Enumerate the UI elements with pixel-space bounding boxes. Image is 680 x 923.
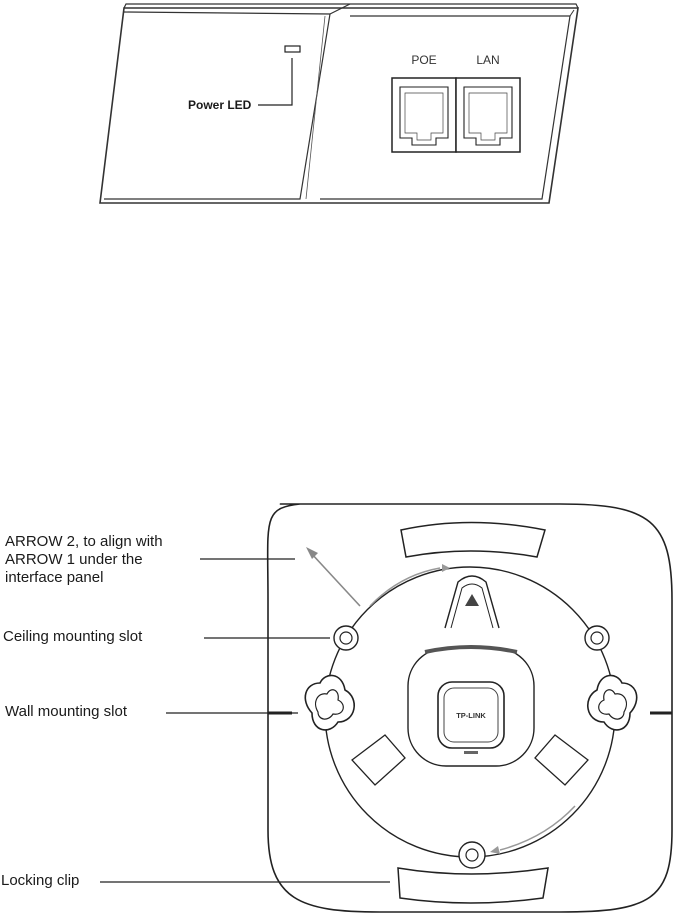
arrow2-label-line-2: ARROW 1 under the (5, 551, 143, 568)
ceiling-slot-left (334, 626, 358, 650)
locking-clip (398, 868, 548, 903)
port-label-poe: POE (411, 53, 437, 67)
ceiling-slot-right (585, 626, 609, 650)
access-point (408, 647, 534, 766)
device-logo: TP-LINK (456, 711, 486, 720)
poe-port (392, 78, 456, 152)
arrow2-label-line-1: ARROW 2, to align with (5, 533, 163, 550)
ceiling-slot-label: Ceiling mounting slot (3, 628, 143, 645)
power-led-label: Power LED (188, 98, 252, 112)
wall-slot-label: Wall mounting slot (5, 703, 127, 720)
locking-screw (459, 842, 485, 868)
port-label-lan: LAN (476, 53, 500, 67)
lan-port (456, 78, 520, 152)
interface-panel-illustration (100, 4, 578, 203)
locking-clip-label: Locking clip (1, 872, 80, 889)
power-led (285, 46, 300, 52)
arrow2-label-line-3: interface panel (5, 569, 104, 586)
arrow2-label (5, 533, 205, 587)
